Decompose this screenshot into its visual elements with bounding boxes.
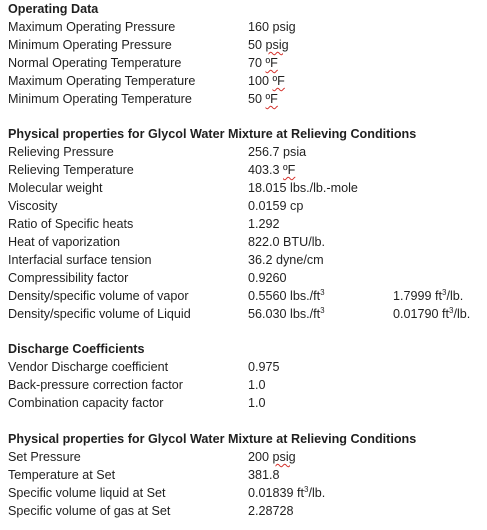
row-label: Density/specific volume of Liquid [8, 307, 191, 321]
row-label: Viscosity [8, 199, 58, 213]
row-value: 0.5560 $lbs./ft^3$ [248, 287, 325, 303]
relieving-properties-section [8, 125, 484, 323]
section-heading: Physical properties for Glycol Water Mixture at Relieving Conditions [8, 127, 417, 141]
row-value: 0.9260 [248, 271, 287, 285]
table-row [8, 90, 484, 108]
table-row [8, 36, 484, 54]
table-row [8, 484, 484, 502]
row-value: 56.030 $lbs./ft^3$ [248, 305, 325, 321]
row-label: Ratio of Specific heats [8, 217, 134, 231]
spellcheck-mark: psig [272, 450, 296, 464]
table-row [8, 233, 484, 251]
table-row [8, 54, 484, 72]
row-value: 18.015 lbs./lb.-mole [248, 181, 358, 195]
set-conditions-section [8, 430, 484, 520]
row-label: Maximum Operating Temperature [8, 74, 196, 88]
table-row [8, 269, 484, 287]
table-row [8, 197, 484, 215]
table-row [8, 161, 484, 179]
row-label: Minimum Operating Pressure [8, 38, 172, 52]
section-heading: Operating Data [8, 2, 99, 16]
row-value: 160 psig [248, 20, 296, 34]
row-value: 0.975 [248, 360, 280, 374]
section-heading: Physical properties for Glycol Water Mixture at Relieving Conditions [8, 432, 417, 446]
table-row [8, 376, 484, 394]
spellcheck-mark: psig [265, 38, 289, 52]
table-row [8, 305, 484, 323]
row-value: 1.0 [248, 378, 266, 392]
row-value: 381.8 [248, 468, 280, 482]
table-row [8, 287, 484, 305]
table-row [8, 466, 484, 484]
row-value: 1.0 [248, 396, 266, 410]
row-label: Minimum Operating Temperature [8, 92, 192, 106]
row-label: Molecular weight [8, 181, 103, 195]
row-value: 200 psig [248, 450, 296, 464]
row-label: Temperature at Set [8, 468, 116, 482]
discharge-coefficients-section [8, 340, 484, 412]
row-label: Back-pressure correction factor [8, 378, 183, 392]
row-label: Heat of vaporization [8, 235, 121, 249]
row-value: 70 ºF [248, 56, 278, 70]
row-value: 1.292 [248, 217, 280, 231]
spellcheck-mark: ºF [272, 74, 285, 88]
row-label: Relieving Temperature [8, 163, 134, 177]
row-value: 100 ºF [248, 74, 285, 88]
row-value: 256.7 psia [248, 145, 307, 159]
section-heading: Discharge Coefficients [8, 342, 145, 356]
table-row [8, 72, 484, 90]
row-label: Density/specific volume of vapor [8, 289, 189, 303]
row-label: Combination capacity factor [8, 396, 164, 410]
row-label: Maximum Operating Pressure [8, 20, 176, 34]
row-value-secondary: 0.01790 $ft^3/lb$. [393, 305, 471, 321]
row-label: Relieving Pressure [8, 145, 114, 159]
row-value: 0.0159 cp [248, 199, 304, 213]
row-value: 2.28728 [248, 504, 294, 518]
spellcheck-mark: ºF [265, 92, 278, 106]
row-value: 0.01839 $ft^3/lb$. [248, 484, 326, 500]
table-row [8, 215, 484, 233]
table-row [8, 448, 484, 466]
row-label: Normal Operating Temperature [8, 56, 182, 70]
row-value: 403.3 ºF [248, 163, 296, 177]
table-row [8, 179, 484, 197]
spellcheck-mark: ºF [283, 163, 296, 177]
row-label: Set Pressure [8, 450, 81, 464]
table-row [8, 18, 484, 36]
spellcheck-mark: ºF [265, 56, 278, 70]
table-row [8, 143, 484, 161]
row-value: 50 psig [248, 38, 289, 52]
row-label: Interfacial surface tension [8, 253, 152, 267]
table-row [8, 394, 484, 412]
table-row [8, 358, 484, 376]
row-value: 822.0 BTU/lb. [248, 235, 326, 249]
row-value: 36.2 dyne/cm [248, 253, 324, 267]
table-row [8, 502, 484, 520]
operating-data-section [8, 0, 484, 108]
row-value: 50 ºF [248, 92, 278, 106]
row-label: Specific volume of gas at Set [8, 504, 171, 518]
row-label: Specific volume liquid at Set [8, 486, 166, 500]
row-value-secondary: 1.7999 $ft^3/lb$. [393, 287, 464, 303]
row-label: Vendor Discharge coefficient [8, 360, 169, 374]
table-row [8, 251, 484, 269]
row-label: Compressibility factor [8, 271, 129, 285]
